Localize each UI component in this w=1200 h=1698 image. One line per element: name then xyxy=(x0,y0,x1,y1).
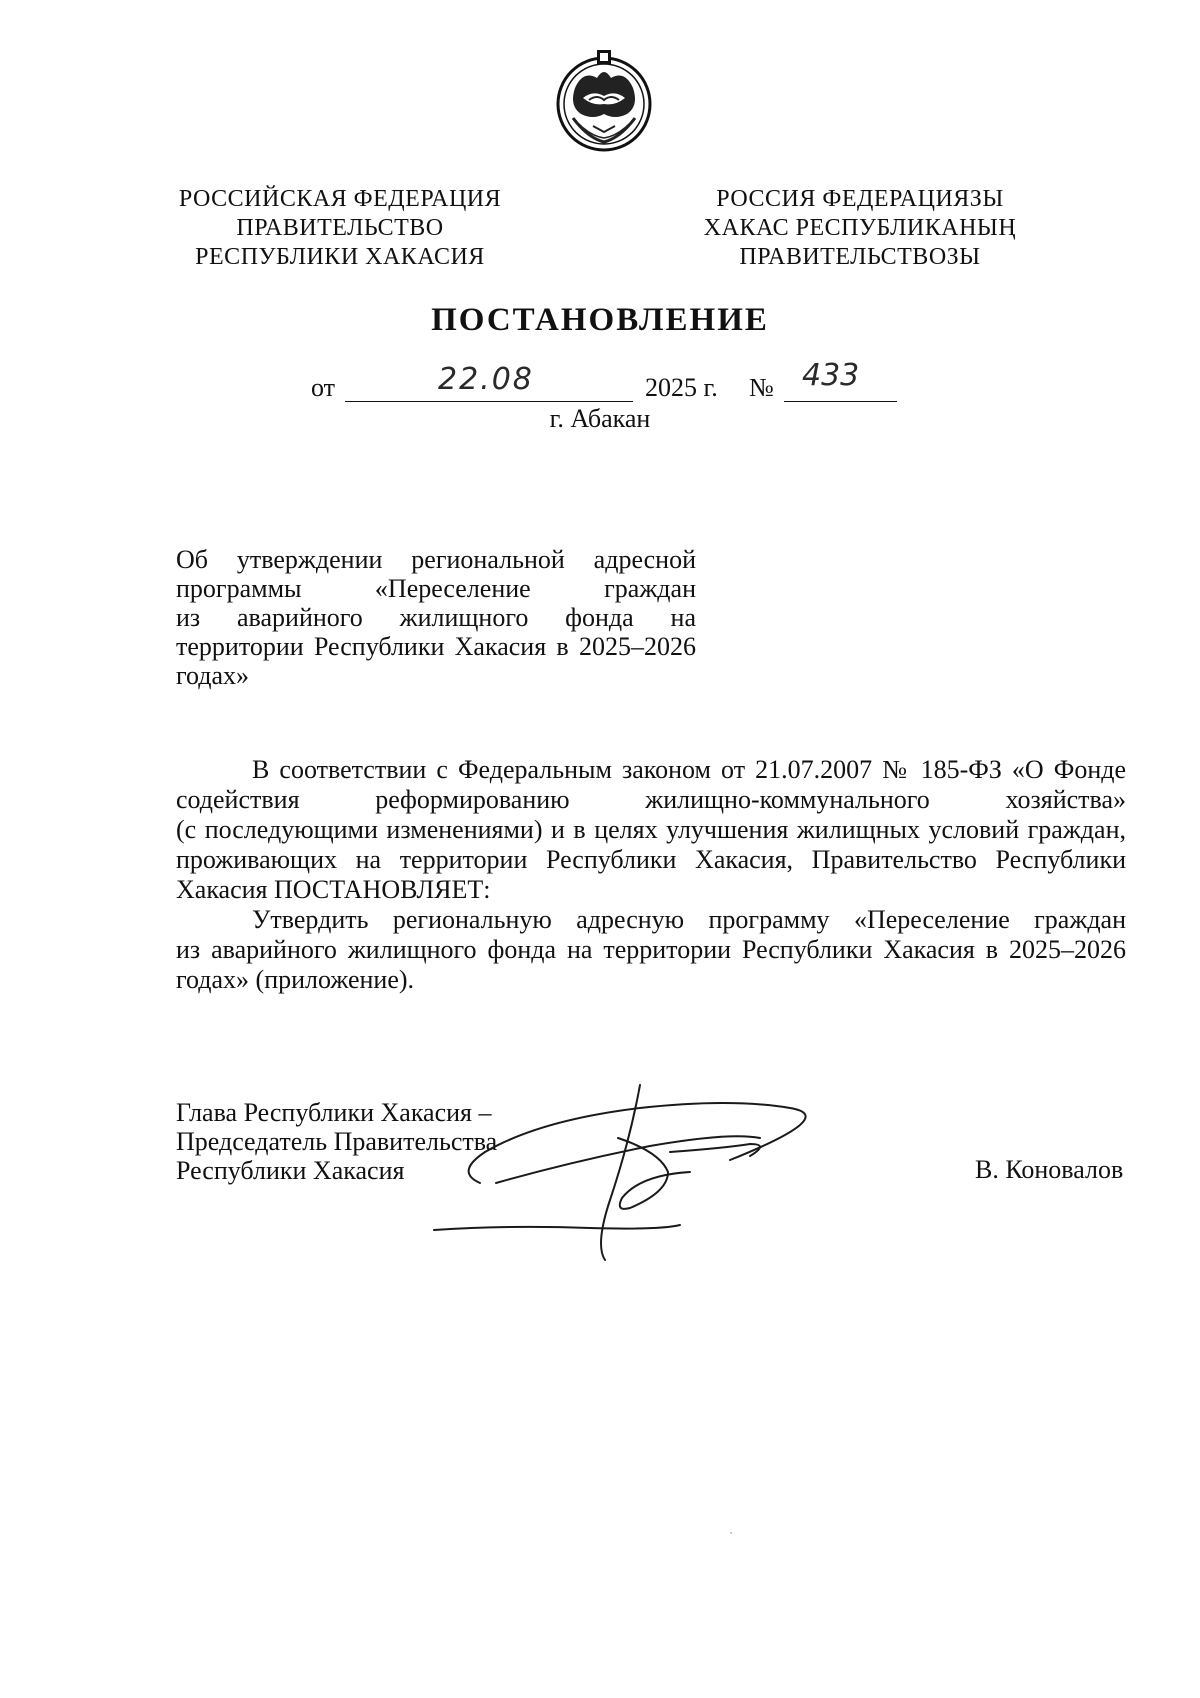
paragraph1-line-4: проживающих на территории Республики Хакасия, Правительство Республики xyxy=(176,845,1126,874)
signatory-position-line-3: Республики Хакасия xyxy=(176,1156,405,1185)
date-year: 2025 г. xyxy=(645,373,718,402)
signatory-name: В. Коновалов xyxy=(975,1155,1124,1184)
khakassia-coat-of-arms-icon xyxy=(553,48,655,154)
scan-speck xyxy=(730,1532,732,1534)
header-right-line-3: ПРАВИТЕЛЬСТВОЗЫ xyxy=(739,244,981,270)
paragraph2-line-2: из аварийного жилищного фонда на территории Республики Хакасия в 2025–2026 xyxy=(176,935,1126,964)
number-sign: № xyxy=(749,373,774,402)
date-from-label: от xyxy=(311,373,336,402)
header-left-line-1: РОССИЙСКАЯ ФЕДЕРАЦИЯ xyxy=(178,186,502,212)
signatory-position-line-2: Председатель Правительства xyxy=(176,1127,498,1156)
document-subject xyxy=(176,545,696,690)
header-right-line-2: ХАКАС РЕСПУБЛИКАНЫҢ xyxy=(703,215,1017,241)
document-title: ПОСТАНОВЛЕНИЕ xyxy=(431,302,769,338)
city-name: г. Абакан xyxy=(549,404,651,433)
paragraph1-line-3: (с последующими изменениями) и в целях улучшения жилищных условий граждан, xyxy=(176,815,1126,844)
paragraph1-line-2: содействия реформированию жилищно-коммунального хозяйства» xyxy=(176,785,1126,814)
subject-line-3: из аварийного жилищного фонда на xyxy=(176,603,696,632)
handwritten-number: 433 xyxy=(802,358,860,393)
header-right-block xyxy=(680,185,1040,272)
handwritten-date: 22.08 xyxy=(438,362,534,397)
subject-line-5: годах» xyxy=(176,661,250,690)
subject-line-4: территории Республики Хакасия в 2025–2026 xyxy=(176,632,696,661)
paragraph2-line-3: годах» (приложение). xyxy=(176,965,415,994)
header-left-line-2: ПРАВИТЕЛЬСТВО xyxy=(236,215,444,241)
date-underline xyxy=(345,401,633,402)
header-left-block xyxy=(150,185,530,272)
signatory-position-line-1: Глава Республики Хакасия – xyxy=(176,1098,492,1127)
document-body xyxy=(176,755,1126,995)
paragraph1-line-1: В соответствии с Федеральным законом от 21.07.2007 № 185-ФЗ «О Фонде xyxy=(252,755,1126,784)
paragraph1-line-5: Хакасия ПОСТАНОВЛЯЕТ: xyxy=(176,875,491,904)
paragraph2-line-1: Утвердить региональную адресную программу «Переселение граждан xyxy=(252,905,1126,934)
number-underline xyxy=(784,401,897,402)
header-left-line-3: РЕСПУБЛИКИ ХАКАСИЯ xyxy=(195,244,485,270)
subject-line-2: программы «Переселение граждан xyxy=(176,574,696,603)
subject-line-1: Об утверждении региональной адресной xyxy=(176,545,696,574)
header-right-line-1: РОССИЯ ФЕДЕРАЦИЯЗЫ xyxy=(716,186,1004,212)
handwritten-signature-icon xyxy=(430,1080,870,1270)
